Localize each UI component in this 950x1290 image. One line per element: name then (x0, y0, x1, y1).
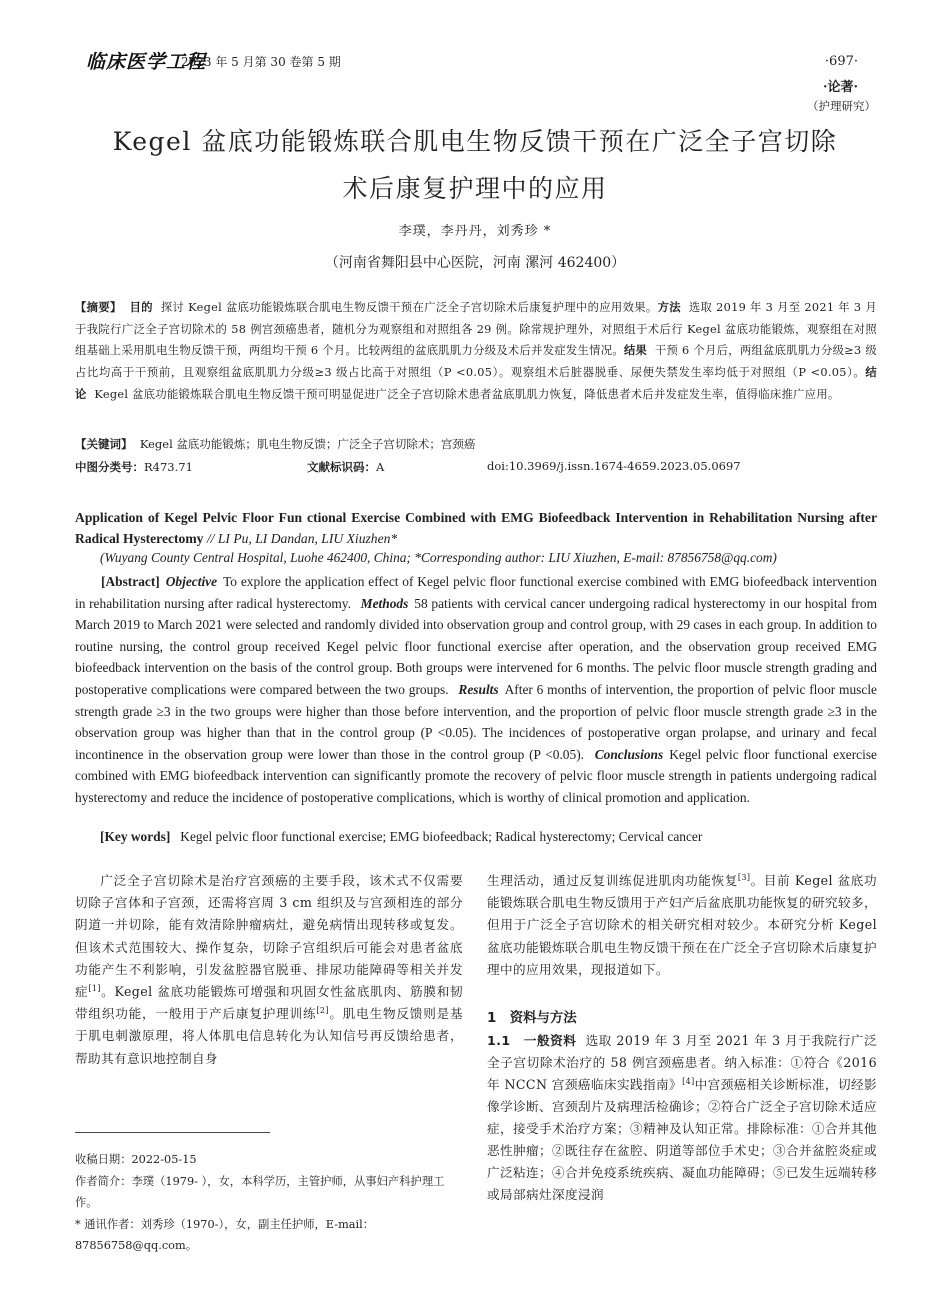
section-heading-1: 1 资料与方法 (487, 1011, 577, 1026)
author-intro: 作者简介：李璞（1979- ），女，本科学历，主管护师，从事妇产科护理工作。 (75, 1174, 445, 1209)
intro-text-2: 。Kegel 盆底功能锻炼可增强和巩固女性盆底肌肉、筋膜和韧带组织功能，一般用于产后康复护理训练 (75, 984, 463, 1022)
citation-3[interactable]: [3] (737, 872, 751, 882)
cn-abstract-label: 【摘要】 (75, 300, 122, 314)
en-title (75, 507, 877, 549)
cn-keywords-label: 【关键词】 (75, 437, 133, 451)
cn-conclusion: Kegel 盆底功能锻炼联合肌电生物反馈干预可明显促进广泛全子宫切除术患者盆底肌肌力恢复，降低患者术后并发症发生率，值得临床推广应用。 (94, 387, 840, 401)
page-number: ·697· (824, 54, 858, 69)
cn-objective-label: 目的 (129, 300, 153, 314)
title-line-1: Kegel 盆底功能锻炼联合肌电生物反馈干预在广泛全子宫切除 (112, 127, 838, 156)
en-conclusions-label: Conclusions (594, 746, 664, 762)
en-objective: To explore the application effect of Kegel pelvic floor functional exercise combined with EMG biofeedback intervention in rehabilitation nursing after radical hysterectomy. (75, 574, 877, 611)
citation-2[interactable]: [2] (316, 1006, 329, 1016)
doc-label: 文献标识码： (307, 460, 376, 474)
intro-continued (487, 870, 877, 981)
cn-conclusion-label: 结论 (75, 365, 877, 401)
intro-cont-text-2: 。目前 Kegel 盆底功能锻炼联合肌电生物反馈用于产妇产后盆底肌功能恢复的研究较多，但用于广泛全子宫切除术的相关研究相对较少。本研究分析 Kegel 盆底功能锻炼联合肌电生物反馈干预在在广泛全子宫切除术后康复护理中的应用效果，现报道如下。 (487, 873, 877, 977)
cn-objective: 探讨 Kegel 盆底功能锻炼联合肌电生物反馈干预在广泛全子宫切除术后康复护理中的应用效果。 (160, 301, 658, 314)
general-data-text-1: 选取 2019 年 3 月至 2021 年 3 月于我院行广泛全子宫切除术治疗的 58 例宫颈癌患者。纳入标准：①符合《2016 年 NCCN 宫颈癌临床实践指南》 (487, 1033, 877, 1092)
en-abstract (75, 571, 877, 809)
cn-results-label: 结果 (623, 343, 648, 358)
issue-info: 2023 年 5 月第 30 卷第 5 期 (181, 55, 341, 69)
affiliation: （河南省舞阳县中心医院，河南 漯河 462400） (324, 255, 626, 271)
en-title-text: Application of Kegel Pelvic Floor Fun ctional Exercise Combined with EMG Biofeedback Intervention in Rehabilitation Nursing after Radical Hysterectomy (75, 510, 877, 546)
en-methods-label: Methods (360, 595, 409, 611)
en-authors: // LI Pu, LI Dandan, LIU Xiuzhen* (206, 531, 398, 546)
received-date: 收稿日期：2022-05-15 (75, 1153, 197, 1166)
citation-1[interactable]: [1] (88, 983, 101, 993)
body-left-column (75, 870, 463, 1070)
title-line-2: 术后康复护理中的应用 (342, 174, 608, 203)
corresponding-author: * 通讯作者：刘秀珍（1970-），女，副主任护师，E-mail：87856758@qq.com。 (75, 1217, 375, 1252)
general-data-paragraph (487, 1030, 877, 1206)
en-results: After 6 months of intervention, the proportion of pelvic floor muscle strength grade ≥3 in the two groups were higher than those before intervention, and the proportion of pelvic floor muscle strength grade ≥3 in the observation group was higher than that in the control group (P <0.05). The incidences of postoperative organ prolapse, and urinary and fecal incontinence in the observation group were lower than those in the control group (P <0.05). (75, 681, 877, 762)
en-affiliation: (Wuyang County Central Hospital, Luohe 462400, China; *Corresponding author: LIU Xiuzhen, E-mail: 87856758@qq.com) (100, 550, 777, 565)
article-type: ·论著· (822, 80, 858, 95)
cn-results: 干预 6 个月后，两组盆底肌肌力分级≥3 级占比均高于干预前，且观察组盆底肌肌力分级≥3 级占比高于对照组（P <0.05）。观察组术后脏器脱垂、尿便失禁发生率均低于对照组（P <0.05）。 (75, 344, 877, 380)
citation-4[interactable]: [4] (682, 1076, 695, 1086)
document-code (307, 459, 384, 475)
clc-value: R473.71 (144, 460, 193, 474)
body-right-column (487, 870, 877, 981)
authors: 李璞，李丹丹，刘秀珍 * (398, 224, 552, 239)
intro-paragraph (75, 870, 463, 1070)
clc-label: 中图分类号： (75, 460, 144, 474)
en-results-label: Results (458, 681, 499, 697)
intro-text-1: 广泛全子宫切除术是治疗宫颈癌的主要手段，该术式不仅需要切除子宫体和子宫颈，还需将宫周 3 cm 组织及与宫颈相连的部分阴道一并切除，能有效清除肿瘤病灶，避免病情出现转移或复发。但该术式范围较大、操作复杂，切除子宫组织后可能会对患者盆底功能产生不利影响，引发盆腔器官脱垂、排尿功能障碍等相关并发症 (75, 873, 463, 1000)
en-objective-label: Objective (165, 574, 218, 589)
cn-abstract (75, 297, 877, 406)
journal-logo: 临床医学工程 (86, 51, 207, 73)
cn-keywords (75, 436, 475, 452)
intro-text-3: 。肌电生物反馈则是基于肌电刺激原理，将人体肌电信息转化为认知信号再反馈给患者，帮助其有意识地控制自身 (75, 1006, 464, 1066)
clc-number (75, 459, 193, 475)
cn-keywords-text: Kegel 盆底功能锻炼；肌电生物反馈；广泛全子宫切除术；宫颈癌 (139, 437, 476, 451)
cn-methods: 选取 2019 年 3 月至 2021 年 3 月于我院行广泛全子宫切除术的 58 例宫颈癌患者，随机分为观察组和对照组各 29 例。除常规护理外，对照组于术后行 Kegel 盆底功能锻炼，观察组在对照组基础上采用肌电生物反馈干预，两组均干预 6 个月。比较两组的盆底肌肌力分级及术后并发症发生情况。 (75, 301, 877, 358)
en-keywords-label: [Key words] (100, 829, 171, 844)
en-methods: 58 patients with cervical cancer undergoing radical hysterectomy in our hospital from March 2019 to March 2021 were selected and randomly divided into observation group and control group, with 29 cases in each group. In addition to routine nursing, the control group received Kegel pelvic floor functional exercise after operation, and the observation group received EMG biofeedback intervention on the basis of the control group. Both groups were intervened for 6 months. The pelvic floor muscle strength grading and postoperative complications were compared between the two groups. (75, 595, 877, 697)
subsection-heading-1-1: 1.1 一般资料 (487, 1033, 577, 1048)
footnotes (75, 1149, 463, 1257)
footnote-divider (75, 1132, 270, 1133)
cn-methods-label: 方法 (657, 300, 681, 314)
en-keywords (100, 829, 702, 845)
en-abstract-label: [Abstract] (101, 574, 160, 589)
en-keywords-text: Kegel pelvic floor functional exercise; EMG biofeedback; Radical hysterectomy; Cervical cancer (180, 829, 703, 844)
general-data-text-2: 中宫颈癌相关诊断标准，切经影像学诊断、宫颈刮片及病理活检确诊；②符合广泛全子宫切除术适应症，接受手术治疗方案；③精神及认知正常。排除标准：①合并其他恶性肿瘤；②既往存在盆腔、阴道等部位手术史；③合并盆腔炎症或广泛粘连；④合并免疫系统疾病、凝血功能障碍；⑤已发生远端转移或局部病灶深度浸润 (487, 1077, 877, 1202)
en-conclusions: Kegel pelvic floor functional exercise combined with EMG biofeedback intervention can significantly promote the recovery of pelvic floor muscle strength in patients undergoing radical hysterectomy and reduce the incidence of postoperative complications, which is worthy of clinical promotion and application. (75, 746, 877, 805)
intro-cont-text-1: 生理活动，通过反复训练促进肌肉功能恢复 (487, 873, 738, 888)
page-title (70, 118, 880, 212)
doi: doi:10.3969/j.issn.1674-4659.2023.05.0697 (487, 459, 741, 473)
section-label: （护理研究） (807, 99, 876, 113)
doc-value: A (376, 460, 385, 474)
